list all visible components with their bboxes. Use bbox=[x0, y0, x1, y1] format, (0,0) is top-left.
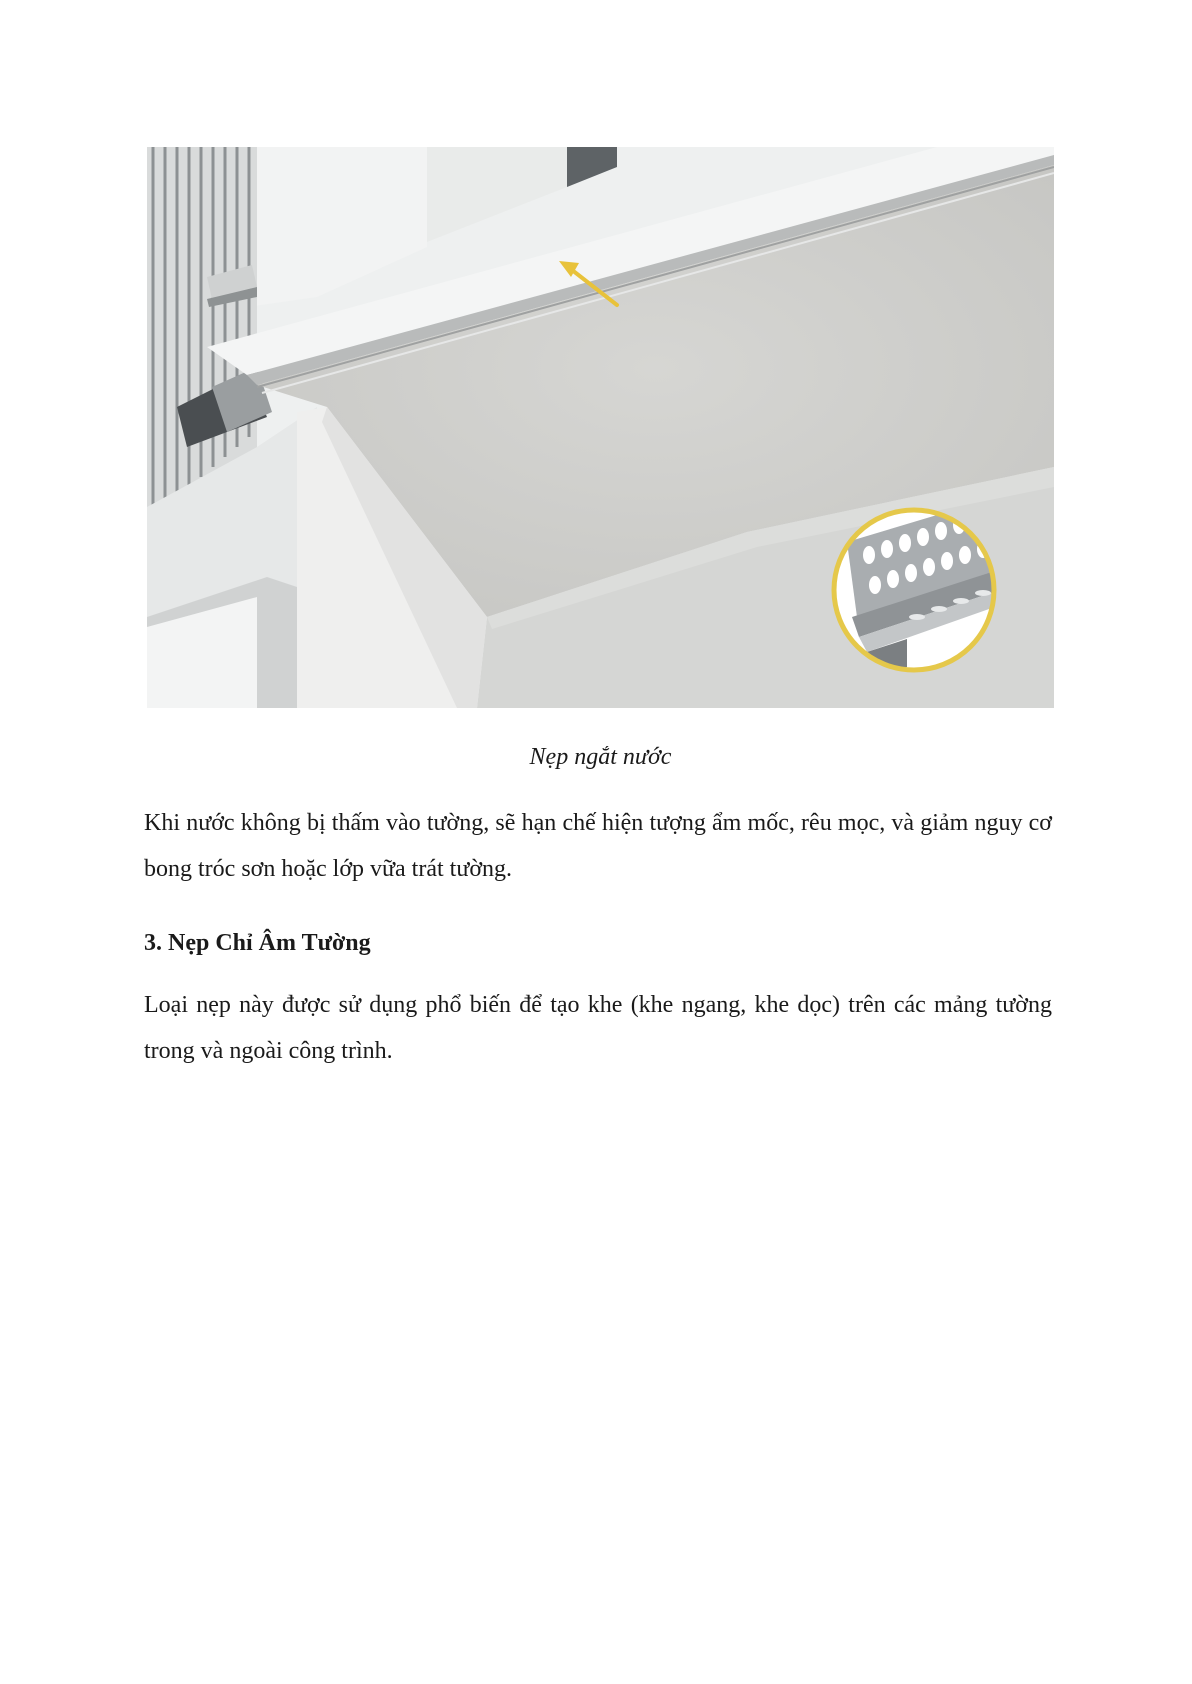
figure-caption: Nẹp ngắt nước bbox=[529, 744, 672, 770]
section-heading: 3. Nẹp Chỉ Âm Tường bbox=[144, 930, 371, 956]
figure-photo bbox=[147, 147, 1054, 708]
intro-paragraph: Khi nước không bị thấm vào tường, sẽ hạn chế hiện tượng ẩm mốc, rêu mọc, và giảm nguy cơ bong tróc sơn hoặc lớp vữa trát tường. bbox=[144, 810, 1052, 882]
section-paragraph: Loại nẹp này được sử dụng phổ biến để tạo khe (khe ngang, khe dọc) trên các mảng tường trong và ngoài công trình. bbox=[144, 992, 1052, 1064]
drip-edge-photo bbox=[147, 147, 1054, 708]
